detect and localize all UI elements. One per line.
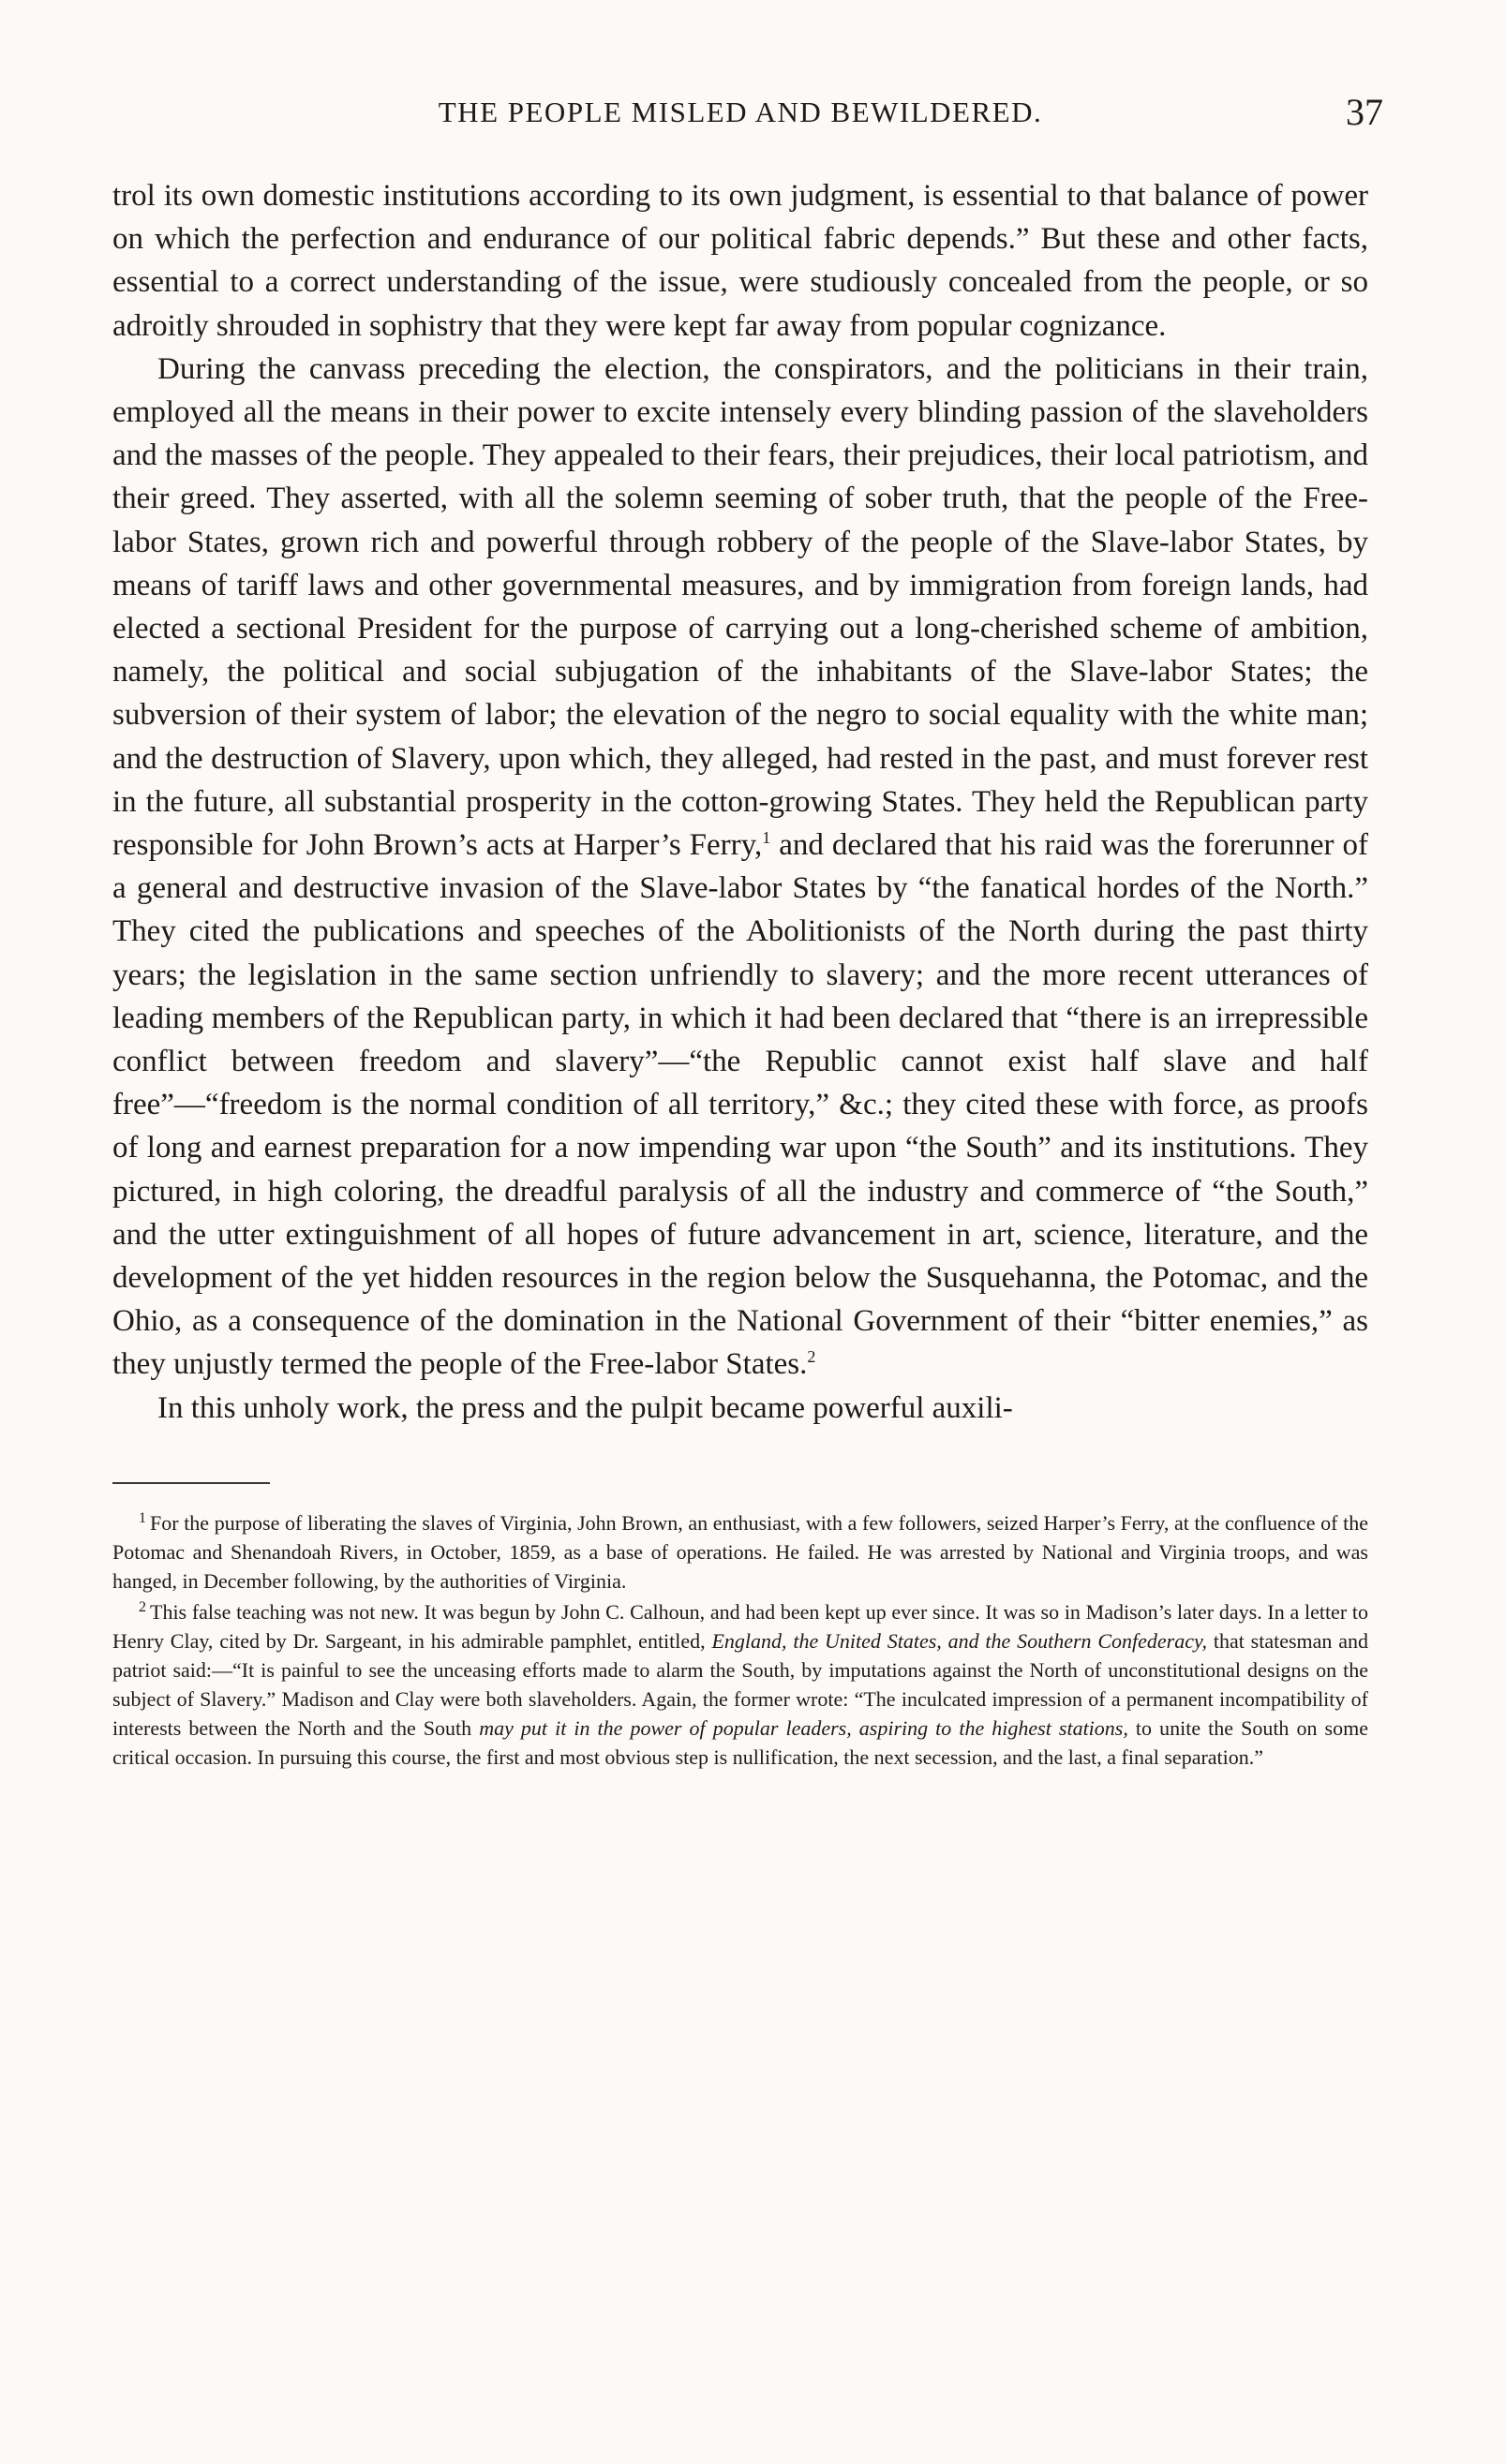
footnote-2 <box>112 1597 1368 1772</box>
book-page <box>112 91 1383 1772</box>
footnotes <box>112 1508 1368 1772</box>
footnote-1-mark: 1 <box>139 1509 146 1526</box>
paragraph-3: In this unholy work, the press and the pulpit became powerful auxili- <box>157 1390 1013 1425</box>
footnote-ref-2[interactable]: 2 <box>807 1347 816 1367</box>
body-text <box>112 174 1368 1430</box>
footnote-2-text-a: This false teaching was not new. It was begun by John C. Calhoun, and had been kept up ever since. It was so in Madison’s later days. In a letter to Henry Clay, cited by Dr. Sargeant, in his admirable pamphlet, entitled, <box>112 1599 1368 1653</box>
footnote-1-text: For the purpose of liberating the slaves of Virginia, John Brown, an enthusiast, with a few followers, seized Harper’s Ferry, at the confluence of the Potomac and Shenandoah Rivers, in October, 1859, as a base of operations. He failed. He was arrested by National and Virginia troops, and was hanged, in December following, by the authorities of Virginia. <box>112 1510 1368 1593</box>
paragraph-2-part-a: During the canvass preceding the election, the conspirators, and the politicians in their train, employed all the means in their power to excite intensely every blinding passion of the slaveholders and the masses of the people. They appealed to their fears, their prejudices, their local patriotism, and their greed. They asserted, with all the solemn seeming of sober truth, that the people of the Free-labor States, grown rich and powerful through robbery of the people of the Slave-labor States, by means of tariff laws and other governmental measures, and by immigration from foreign lands, had elected a sectional President for the purpose of carrying out a long-cherished scheme of ambition, namely, the political and social subjugation of the inhabitants of the Slave-labor States; the subversion of their system of labor; the elevation of the negro to social equality with the white man; and the destruction of Slavery, upon which, they alleged, had rested in the past, and must forever rest in the future, all substantial prosperity in the cotton-growing States. They held the Republican party responsible for John Brown’s acts at Harper’s Ferry, <box>112 351 1368 863</box>
paragraph-2 <box>112 348 1368 1387</box>
footnote-2-text-b: that statesman and patriot said:—“It is painful to see the unceasing efforts made to alarm the South, by imputations against the North of unconstitutional designs on the subject of Slavery.” Madison and Clay were both slaveholders. Again, the former wrote: “The inculcated impression of a permanent incompatibility of interests between the North and the South <box>112 1628 1368 1740</box>
page-number: 37 <box>1346 91 1383 133</box>
page-header <box>112 91 1383 133</box>
paragraph-2-part-b: and declared that his raid was the forerunner of a general and destructive invasion of the Slave-labor States by “the fanatical hordes of the North.” They cited the publications and speeches of the Abolitionists of the North during the past thirty years; the legislation in the same section unfriendly to slavery; and the more recent utterances of leading members of the Republican party, in which it had been declared that “there is an irrepressible conflict between freedom and slavery”—“the Republic cannot exist half slave and half free”—“freedom is the normal condition of all territory,” &c.; they cited these with force, as proofs of long and earnest preparation for a now impending war upon “the South” and its institutions. They pictured, in high coloring, the dreadful paralysis of all the industry and commerce of “the South,” and the utter extinguishment of all hopes of future advancement in art, science, literature, and the development of the yet hidden resources in the region below the Susquehanna, the Potomac, and the Ohio, as a consequence of the domination in the National Government of their “bitter enemies,” as they unjustly termed the people of the Free-labor States. <box>112 828 1368 1382</box>
footnote-2-book-title: England, the United States, and the Southern Confederacy, <box>711 1628 1208 1653</box>
footnote-2-mark: 2 <box>139 1598 146 1615</box>
running-title: THE PEOPLE MISLED AND BEWILDERED. <box>438 96 1043 128</box>
footnote-2-text-c: to unite the South on some critical occasion. In pursuing this course, the first and most obvious step is nullification, the next secession, and the last, a final separation.” <box>112 1715 1368 1769</box>
paragraph-1: trol its own domestic institutions according to its own judgment, is essential to that balance of power on which the perfection and endurance of our political fabric depends.” But these and other facts, essential to a correct understanding of the issue, were studiously concealed from the people, or so adroitly shrouded in sophistry that they were kept far away from popular cognizance. <box>112 179 1368 343</box>
footnote-1 <box>112 1508 1368 1596</box>
footnote-divider <box>112 1482 270 1484</box>
footnote-ref-1[interactable]: 1 <box>762 828 771 848</box>
footnote-2-emphasis: may put it in the power of popular leaders, aspiring to the highest stations, <box>479 1715 1128 1740</box>
